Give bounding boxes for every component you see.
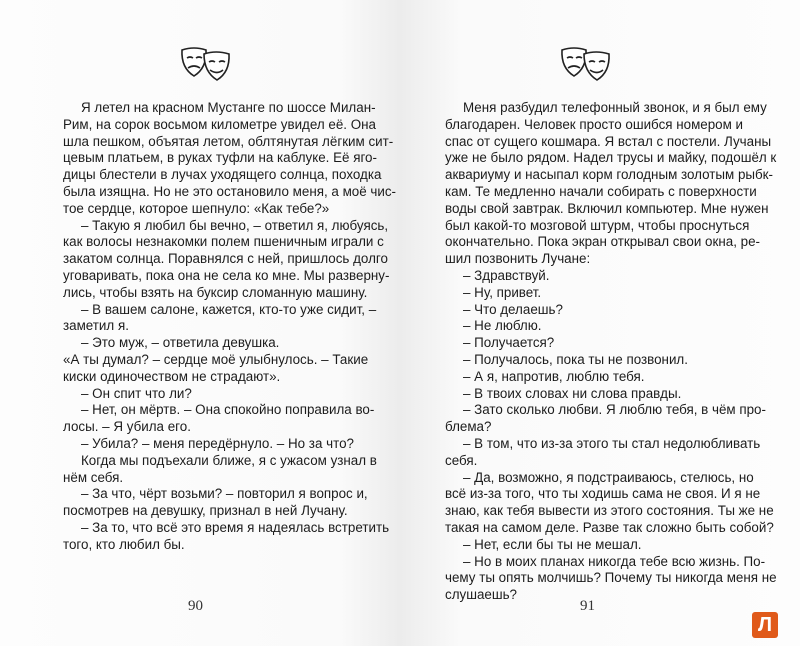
text-line: – Но в моих планах никогда тебе всю жизнь. По-: [463, 553, 766, 569]
logo-letter: Л: [757, 614, 773, 636]
text-line: Меня разбудил телефонный звонок, и я был ему: [463, 100, 767, 115]
theater-masks-icon: [556, 44, 616, 86]
text-line: нём себя.: [63, 469, 124, 485]
text-line: Когда мы подъехали ближе, я с ужасом узнал в: [81, 452, 377, 468]
text-line: лосы. – Я убила его.: [63, 419, 191, 435]
text-line: был какой-то мозговой штурм, чтобы проснуться: [445, 217, 750, 233]
text-line: «А ты думал? – сердце моё улыбнулось. – Такие: [63, 351, 369, 367]
text-line: Рим, на сорок восьмом километре увидел её. Она: [63, 116, 376, 132]
text-line: чему ты опять молчишь? Почему ты никогда меня не: [445, 570, 777, 586]
text-line: – А я, напротив, люблю тебя.: [463, 368, 645, 384]
text-line: посмотрев на девушку, признал в ней Лучану.: [63, 503, 348, 519]
text-line: Я летел на красном Мустанге по шоссе Милан-: [81, 100, 376, 115]
text-line: – Ну, привет.: [463, 284, 542, 300]
text-line: – Что делаешь?: [463, 301, 563, 317]
text-line: – Такую я любил бы вечно, – ответил я, любуясь,: [81, 217, 389, 233]
right-page: [400, 0, 800, 646]
left-page-text: [63, 100, 397, 554]
text-line: себя.: [445, 452, 478, 468]
text-line: закатом солнца. Поравнялся с ней, пришлось долго: [63, 251, 388, 267]
text-line: слушаешь?: [445, 587, 518, 603]
text-line: – Он спит что ли?: [81, 385, 192, 401]
text-line: аквариуму и насыпал корм голодным золотым рыбк-: [445, 167, 774, 183]
text-line: воды свой завтрак. Включил компьютер. Мне нужен: [445, 200, 769, 216]
text-line: – Получалось, пока ты не позвонил.: [463, 351, 688, 367]
text-line: того, кто любил бы.: [63, 536, 185, 552]
publisher-logo: [752, 612, 778, 638]
text-line: – За что, чёрт возьми? – повторил я вопрос и,: [81, 486, 368, 502]
text-line: заметил я.: [63, 318, 129, 334]
text-line: киски одиночеством не страдают».: [63, 368, 281, 384]
text-line: всё из-за того, что ты ходишь сама не своя. И я не: [445, 486, 761, 502]
text-line: шил позвонить Лучане:: [445, 251, 591, 267]
text-line: блема?: [445, 419, 492, 435]
text-line: – Не люблю.: [463, 318, 542, 334]
text-line: – Да, возможно, я подстраиваюсь, стелюсь, но: [463, 469, 754, 485]
text-line: – В том, что из-за этого ты стал недолюбливать: [463, 435, 761, 451]
text-line: окончательно. Пока экран открывал свои окна, ре-: [445, 234, 760, 250]
text-line: дицы блестели в лучах уходящего солнца, походка: [63, 167, 382, 183]
text-line: была изящна. Но не это остановило меня, а моё чис-: [63, 183, 397, 199]
page-number: 91: [580, 598, 595, 614]
text-line: шла пешком, объятая летом, облтянутая лёгким сит-: [63, 133, 394, 149]
text-line: такая на самом деле. Разве так сложно быть собой?: [445, 519, 774, 535]
text-line: знаю, как тебя вывести из этого состояния. Ты же не: [445, 503, 774, 519]
theater-masks-icon: [176, 44, 236, 86]
text-line: – В вашем салоне, кажется, кто-то уже сидит, –: [81, 301, 377, 317]
text-line: – В твоих словах ни слова правды.: [463, 385, 682, 401]
text-line: – Здравствуй.: [463, 267, 550, 283]
text-line: – Это муж, – ответила девушка.: [81, 335, 280, 351]
text-line: – Нет, если бы ты не мешал.: [463, 536, 642, 552]
text-line: кам. Те медленно начали собирать с поверхности: [445, 183, 757, 199]
text-line: спас от сущего кошмара. Я встал с постели. Лучаны: [445, 133, 772, 149]
text-line: – Зато сколько любви. Я люблю тебя, в чём про-: [463, 402, 766, 418]
text-line: цевым платьем, в руках туфли на каблуке. Её яго-: [63, 150, 377, 166]
text-line: благодарен. Человек просто ошибся номером и: [445, 116, 744, 132]
text-line: – Нет, он мёртв. – Она спокойно поправила во-: [81, 402, 375, 418]
text-line: уже не было рядом. Надел трусы и майку, подошёл к: [445, 150, 777, 166]
text-line: уговаривать, пока она не села ко мне. Мы разверну-: [63, 267, 390, 283]
text-line: – Убила? – меня передёрнуло. – Но за что?: [81, 435, 354, 451]
page-number: 90: [188, 598, 203, 614]
text-line: – За то, что всё это время я надеялась встретить: [81, 519, 390, 535]
text-line: как волосы незнакомки полем пшеничным играли с: [63, 234, 384, 250]
text-line: – Получается?: [463, 335, 555, 351]
text-line: лись, чтобы взять на буксир сломанную машину.: [63, 284, 368, 300]
text-line: тое сердце, которое шепнуло: «Как тебе?»: [63, 200, 330, 216]
right-page-text: [445, 100, 777, 604]
